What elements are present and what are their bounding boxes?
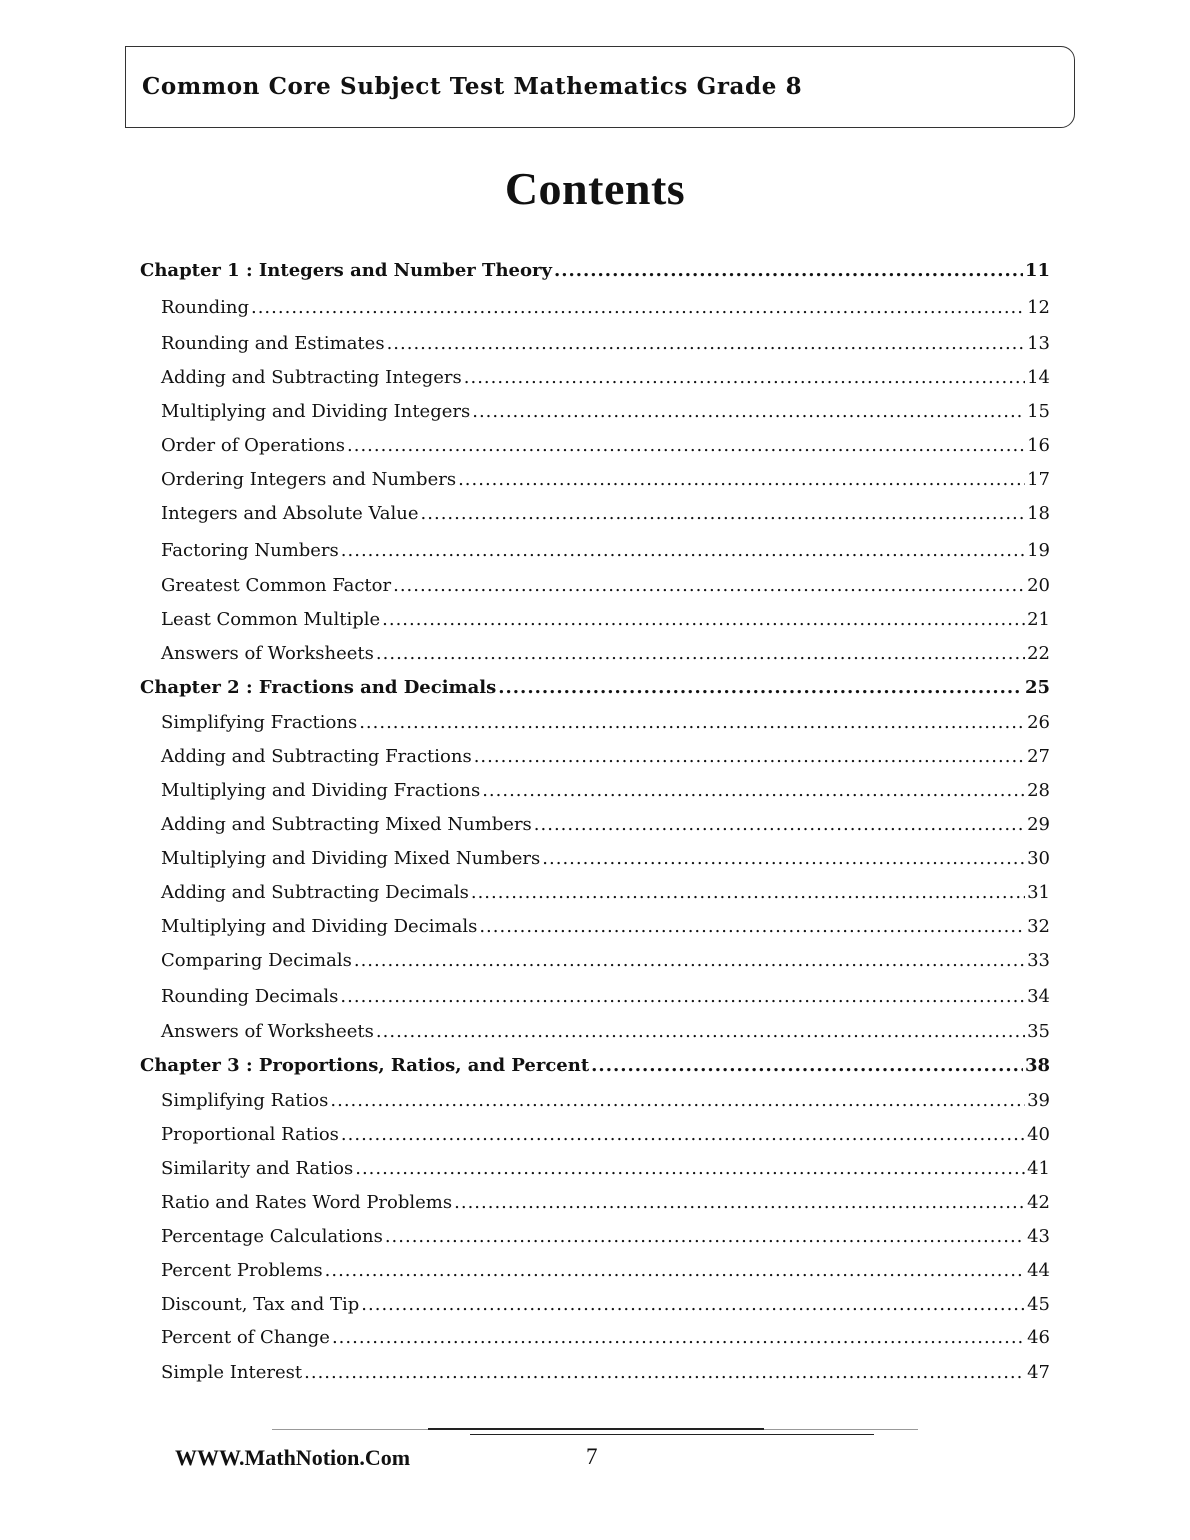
toc-entry-label: Rounding — [161, 297, 249, 318]
toc-section-entry[interactable] — [140, 950, 1050, 984]
toc-entry-label: Percent of Change — [161, 1327, 330, 1348]
toc-entry-page: 38 — [1024, 1055, 1050, 1076]
toc-entry-page: 33 — [1027, 950, 1050, 971]
toc-entry-page: 47 — [1027, 1362, 1050, 1383]
toc-section-entry[interactable] — [140, 1192, 1050, 1226]
toc-dot-leader — [330, 1090, 1025, 1111]
toc-dot-leader — [340, 986, 1025, 1007]
toc-dot-leader — [471, 882, 1025, 903]
toc-dot-leader — [534, 814, 1025, 835]
toc-entry-label: Factoring Numbers — [161, 540, 339, 561]
toc-entry-page: 27 — [1027, 746, 1050, 767]
toc-dot-leader — [354, 950, 1025, 971]
toc-entry-label: Adding and Subtracting Mixed Numbers — [161, 814, 532, 835]
toc-dot-leader — [382, 609, 1025, 630]
toc-section-entry[interactable] — [140, 503, 1050, 537]
toc-entry-page: 42 — [1027, 1192, 1050, 1213]
toc-dot-leader — [482, 780, 1025, 801]
toc-entry-label: Similarity and Ratios — [161, 1158, 354, 1179]
toc-entry-label: Discount, Tax and Tip — [161, 1294, 360, 1315]
toc-dot-leader — [251, 297, 1025, 318]
toc-entry-label: Multiplying and Dividing Mixed Numbers — [161, 848, 541, 869]
toc-section-entry[interactable] — [140, 469, 1050, 503]
toc-entry-label: Multiplying and Dividing Decimals — [161, 916, 478, 937]
toc-section-entry[interactable] — [140, 746, 1050, 780]
toc-section-entry[interactable] — [140, 540, 1050, 574]
toc-section-entry[interactable] — [140, 780, 1050, 814]
toc-entry-label: Answers of Worksheets — [161, 643, 374, 664]
toc-dot-leader — [393, 575, 1025, 596]
toc-entry-page: 35 — [1027, 1021, 1050, 1042]
toc-entry-page: 31 — [1027, 882, 1050, 903]
toc-entry-page: 40 — [1027, 1124, 1050, 1145]
toc-entry-label: Percentage Calculations — [161, 1226, 383, 1247]
toc-section-entry[interactable] — [140, 367, 1050, 401]
footer-website[interactable]: WWW.MathNotion.Com — [175, 1445, 411, 1470]
toc-entry-page: 17 — [1027, 469, 1050, 490]
toc-entry-label: Rounding and Estimates — [161, 333, 385, 354]
toc-section-entry[interactable] — [140, 848, 1050, 882]
toc-section-entry[interactable] — [140, 1294, 1050, 1328]
toc-entry-page: 14 — [1027, 367, 1050, 388]
toc-section-entry[interactable] — [140, 401, 1050, 435]
toc-entry-page: 18 — [1027, 503, 1050, 524]
toc-entry-label: Simple Interest — [161, 1362, 303, 1383]
toc-section-entry[interactable] — [140, 643, 1050, 677]
toc-entry-page: 25 — [1024, 677, 1050, 698]
toc-entry-label: Adding and Subtracting Integers — [161, 367, 462, 388]
toc-dot-leader — [542, 848, 1025, 869]
toc-entry-page: 45 — [1027, 1294, 1050, 1315]
toc-dot-leader — [454, 1192, 1025, 1213]
toc-dot-leader — [355, 1158, 1025, 1179]
toc-chapter-entry[interactable] — [140, 677, 1050, 711]
toc-entry-page: 44 — [1027, 1260, 1050, 1281]
toc-entry-label: Least Common Multiple — [161, 609, 381, 630]
toc-dot-leader — [341, 1124, 1025, 1145]
toc-section-entry[interactable] — [140, 1158, 1050, 1192]
toc-dot-leader — [385, 1226, 1025, 1247]
toc-entry-label: Multiplying and Dividing Fractions — [161, 780, 481, 801]
header-title: Common Core Subject Test Mathematics Grade 8 — [142, 73, 803, 100]
toc-dot-leader — [387, 333, 1026, 354]
toc-section-entry[interactable] — [140, 986, 1050, 1020]
toc-entry-page: 46 — [1027, 1327, 1050, 1348]
toc-entry-label: Proportional Ratios — [161, 1124, 339, 1145]
toc-entry-label: Comparing Decimals — [161, 950, 352, 971]
toc-chapter-entry[interactable] — [140, 260, 1050, 294]
toc-entry-label: Ordering Integers and Numbers — [161, 469, 457, 490]
toc-dot-leader — [464, 367, 1025, 388]
toc-entry-label: Adding and Subtracting Decimals — [161, 882, 469, 903]
toc-section-entry[interactable] — [140, 333, 1050, 367]
footer-rule-accent — [470, 1434, 874, 1435]
toc-section-entry[interactable] — [140, 1021, 1050, 1055]
toc-entry-label: Percent Problems — [161, 1260, 323, 1281]
toc-section-entry[interactable] — [140, 814, 1050, 848]
toc-section-entry[interactable] — [140, 712, 1050, 746]
toc-entry-page: 20 — [1027, 575, 1050, 596]
toc-entry-label: Chapter 3 : Proportions, Ratios, and Percent — [140, 1055, 590, 1076]
toc-entry-page: 29 — [1027, 814, 1050, 835]
toc-entry-label: Simplifying Fractions — [161, 712, 358, 733]
toc-dot-leader — [332, 1327, 1025, 1348]
toc-entry-label: Multiplying and Dividing Integers — [161, 401, 471, 422]
toc-dot-leader — [341, 540, 1025, 561]
footer-rule-accent — [428, 1428, 764, 1430]
toc-entry-page: 28 — [1027, 780, 1050, 801]
toc-entry-label: Order of Operations — [161, 435, 346, 456]
header-box — [125, 46, 1075, 128]
toc-entry-page: 22 — [1027, 643, 1050, 664]
toc-dot-leader — [325, 1260, 1025, 1281]
toc-entry-page: 12 — [1027, 297, 1050, 318]
toc-dot-leader — [498, 677, 1023, 698]
page-title: Contents — [504, 163, 686, 214]
toc-entry-label: Rounding Decimals — [161, 986, 339, 1007]
toc-dot-leader — [591, 1055, 1023, 1076]
toc-section-entry[interactable] — [140, 882, 1050, 916]
toc-entry-page: 16 — [1027, 435, 1050, 456]
toc-section-entry[interactable] — [140, 575, 1050, 609]
toc-dot-leader — [359, 712, 1025, 733]
toc-section-entry[interactable] — [140, 1260, 1050, 1294]
toc-dot-leader — [474, 746, 1025, 767]
toc-section-entry[interactable] — [140, 916, 1050, 950]
toc-entry-page: 41 — [1027, 1158, 1050, 1179]
toc-section-entry[interactable] — [140, 435, 1050, 469]
toc-entry-page: 32 — [1027, 916, 1050, 937]
toc-section-entry[interactable] — [140, 1090, 1050, 1124]
toc-dot-leader — [304, 1362, 1025, 1383]
toc-entry-label: Answers of Worksheets — [161, 1021, 374, 1042]
toc-entry-page: 30 — [1027, 848, 1050, 869]
toc-dot-leader — [376, 643, 1025, 664]
toc-entry-page: 21 — [1027, 609, 1050, 630]
toc-dot-leader — [479, 916, 1025, 937]
toc-entry-page: 19 — [1027, 540, 1050, 561]
toc-section-entry[interactable] — [140, 1124, 1050, 1158]
toc-entry-page: 34 — [1027, 986, 1050, 1007]
toc-entry-label: Greatest Common Factor — [161, 575, 392, 596]
toc-entry-page: 39 — [1027, 1090, 1050, 1111]
toc-entry-label: Simplifying Ratios — [161, 1090, 329, 1111]
toc-entry-label: Chapter 1 : Integers and Number Theory — [140, 260, 552, 281]
toc-entry-label: Chapter 2 : Fractions and Decimals — [140, 677, 497, 698]
toc-dot-leader — [376, 1021, 1025, 1042]
toc-dot-leader — [458, 469, 1025, 490]
toc-section-entry[interactable] — [140, 609, 1050, 643]
footer-page-number: 7 — [586, 1444, 598, 1469]
toc-entry-label: Integers and Absolute Value — [161, 503, 419, 524]
toc-entry-page: 13 — [1027, 333, 1050, 354]
toc-entry-label: Ratio and Rates Word Problems — [161, 1192, 453, 1213]
toc-dot-leader — [361, 1294, 1025, 1315]
toc-section-entry[interactable] — [140, 297, 1050, 331]
toc-dot-leader — [421, 503, 1026, 524]
toc-entry-page: 11 — [1024, 260, 1050, 281]
toc-entry-page: 15 — [1027, 401, 1050, 422]
toc-entry-page: 43 — [1027, 1226, 1050, 1247]
toc-section-entry[interactable] — [140, 1362, 1050, 1396]
toc-chapter-entry[interactable] — [140, 1055, 1050, 1089]
toc-dot-leader — [472, 401, 1025, 422]
toc-dot-leader — [554, 260, 1023, 281]
toc-entry-label: Adding and Subtracting Fractions — [161, 746, 472, 767]
toc-section-entry[interactable] — [140, 1226, 1050, 1260]
toc-section-entry[interactable] — [140, 1327, 1050, 1361]
toc-entry-page: 26 — [1027, 712, 1050, 733]
toc-dot-leader — [347, 435, 1025, 456]
